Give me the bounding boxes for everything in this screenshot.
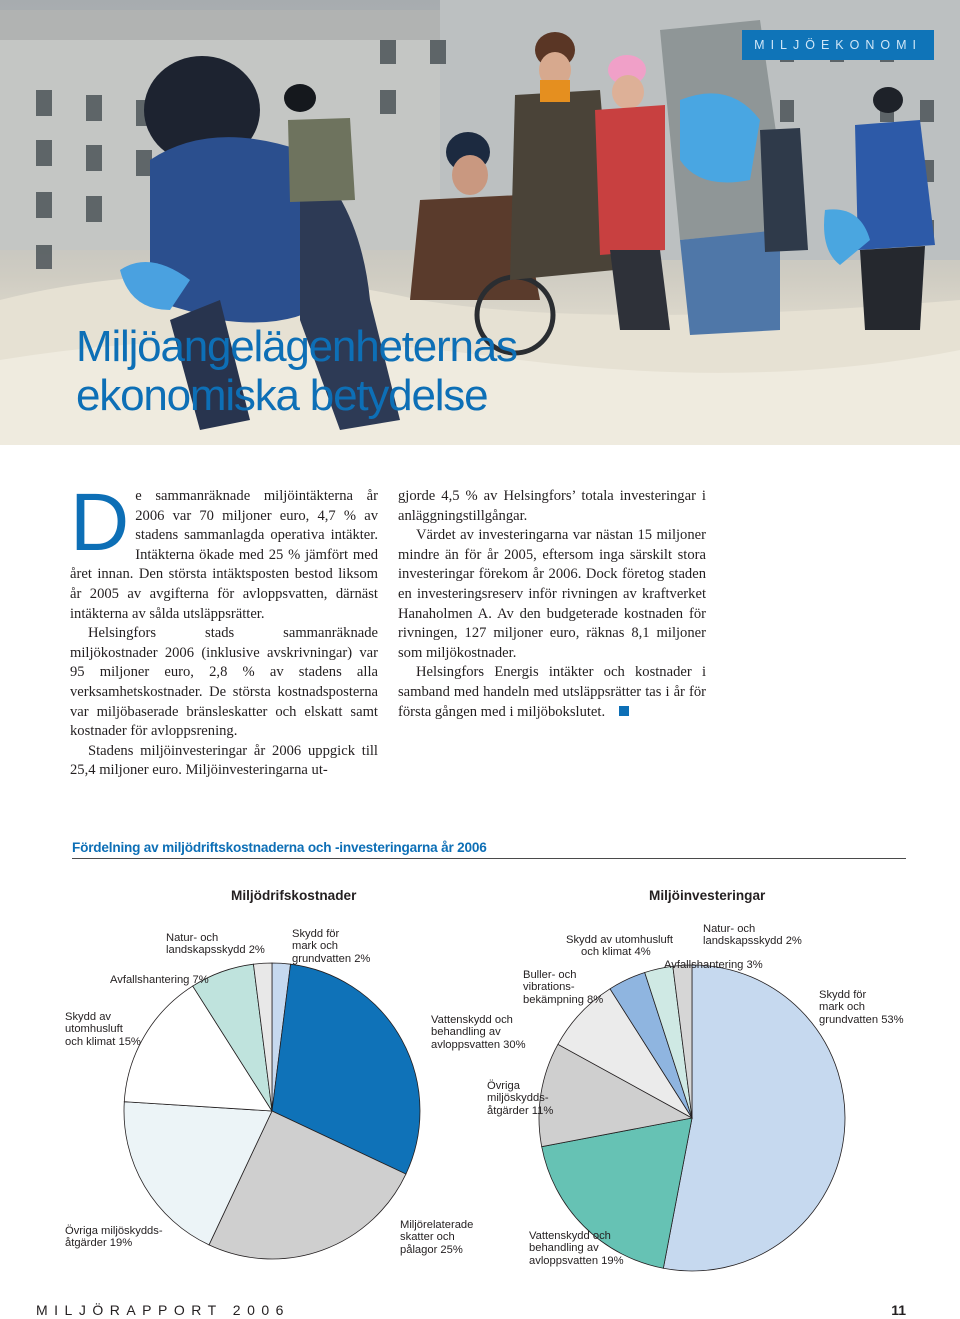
pie-label-cost-avfall	[110, 974, 209, 986]
pie-label-line: Buller- och	[523, 969, 577, 981]
article-paragraph: Stadens miljöinvesteringar år 2006 uppgick till 25,4 miljoner euro. Miljöinvesteringarna ut-	[70, 742, 378, 779]
section-tag: MILJÖEKONOMI	[742, 30, 934, 60]
pie-label-line: och klimat 15%	[65, 1035, 141, 1048]
chart-section-title: Fördelning av miljödriftskostnaderna och -investeringarna år 2006	[72, 840, 906, 859]
pie-label-line: miljöskydds-	[487, 1092, 549, 1105]
end-of-article-square-icon	[619, 706, 629, 716]
pie-label-line: Natur- och	[166, 932, 219, 944]
pie-label-line: Övriga	[487, 1080, 520, 1092]
pie-label-line: avloppsvatten 19%	[529, 1254, 624, 1267]
pie-label-line: Skydd för	[292, 928, 340, 940]
pie-label-line: mark och	[819, 1001, 866, 1014]
pie-label-inv-avfall	[664, 959, 763, 971]
pie-label-inv-buller	[523, 969, 603, 1006]
pie-label-line: behandling av	[431, 1026, 501, 1039]
pie-chart-title-costs: Miljödrifskostnader	[231, 888, 357, 903]
pie-label-line: skatter och	[400, 1231, 455, 1244]
article-paragraph: Helsingfors stads sammanräknade miljökostnader 2006 (inklusive avskrivningar) var 95 miljoner euro, 2,8 % av stadens alla verksamhetskostnader. De största kostnadsposterna var miljöbaserade bränsleskatter och elskatt samt kostnader för avloppsrening.	[70, 625, 378, 740]
pie-chart-investments	[537, 963, 847, 1273]
pie-chart-costs	[122, 961, 422, 1261]
drop-cap: D	[70, 477, 130, 568]
pie-label-cost-vattenskydd	[431, 1014, 526, 1051]
pie-label-line: och klimat 4%	[581, 946, 651, 959]
page-title-line-1: Miljöangelägenheternas	[76, 322, 517, 371]
pie-label-line: landskapsskydd 2%	[166, 944, 265, 957]
pie-label-cost-natur	[166, 932, 265, 957]
article-column-2	[398, 487, 706, 722]
article-paragraph-text: Helsingfors Energis intäkter och kostnader i samband med handeln med utsläppsrätter tas i år för första gången med i miljöbokslutet.	[398, 664, 706, 720]
pie-label-inv-ovriga	[487, 1080, 553, 1117]
pie-label-cost-utomhusluft	[65, 1011, 141, 1048]
pie-label-line: behandling av	[529, 1242, 599, 1255]
pie-label-line: grundvatten 2%	[292, 952, 371, 965]
pie-label-line: avloppsvatten 30%	[431, 1038, 526, 1051]
article-paragraph	[70, 477, 378, 624]
pie-chart-title-investments: Miljöinvesteringar	[649, 888, 766, 903]
pie-label-inv-vattenskydd	[529, 1230, 624, 1267]
pie-label-line: Skydd av utomhusluft	[566, 934, 673, 946]
pie-label-cost-ovriga	[65, 1225, 163, 1250]
pie-label-line: Miljörelaterade	[400, 1219, 474, 1231]
pie-label-inv-utomhusluft	[566, 934, 673, 959]
pie-label-line: Vattenskydd och	[529, 1230, 611, 1242]
pie-label-line: Natur- och	[703, 923, 756, 935]
pie-label-line: grundvatten 53%	[819, 1013, 904, 1026]
article-column-1	[70, 477, 378, 781]
pie-label-line: Vattenskydd och	[431, 1014, 513, 1026]
pie-label-cost-skydd-mark	[292, 928, 370, 965]
pie-label-line: åtgärder 11%	[487, 1104, 554, 1117]
pie-label-line: bekämpning 8%	[523, 993, 604, 1006]
pie-label-inv-skydd-mark	[819, 989, 904, 1026]
article-paragraph: Värdet av investeringarna var nästan 15 miljoner mindre än för år 2005, eftersom inga särskilt stora investeringar förekom år 2006. Dock företog staden en investeringsreserv inför rivningen av kraftverket Hanaholmen A. Av den budgeterade kostnaden för rivningen, 127 miljoner euro, räknas 8,1 miljoner som miljökostnader.	[398, 527, 706, 661]
footer-title: MILJÖRAPPORT 2006	[36, 1302, 290, 1318]
pie-label-line: Skydd för	[819, 989, 867, 1001]
page-title	[76, 322, 517, 420]
pie-label-line: utomhusluft	[65, 1023, 123, 1036]
pie-label-line: pålagor 25%	[400, 1243, 463, 1256]
header-photo	[0, 0, 960, 445]
pie-label-line: landskapsskydd 2%	[703, 935, 802, 948]
pie-label-line: Övriga miljöskydds-	[65, 1225, 163, 1237]
article-paragraph: gjorde 4,5 % av Helsingfors’ totala investeringar i anläggningstillgångar.	[398, 488, 706, 524]
article-paragraph-text: e sammanräknade miljöintäkterna år 2006 var 70 miljoner euro, 4,7 % av stadens sammanlagda operativa intäkter. Intäkterna ökade med 25 % jämfört med året innan. Den största intäktsposten bestod liksom år 2005 av avgifterna för avloppsvatten, därnäst intäkterna av sålda utsläppsrätter.	[70, 488, 378, 622]
pie-label-cost-skatter	[400, 1219, 473, 1256]
pie-label-line: åtgärder 19%	[65, 1237, 133, 1250]
page-number: 11	[891, 1302, 906, 1318]
pie-label-inv-natur	[703, 923, 802, 948]
pie-label-line: mark och	[292, 940, 339, 953]
pie-label-line: Skydd av	[65, 1011, 112, 1023]
article-paragraph	[398, 663, 706, 722]
pie-label-line: vibrations-	[523, 981, 575, 994]
pie-label-line: Avfallshantering 3%	[664, 959, 763, 971]
pie-label-line: Avfallshantering 7%	[110, 974, 209, 986]
page-title-line-2: ekonomiska betydelse	[76, 371, 488, 420]
